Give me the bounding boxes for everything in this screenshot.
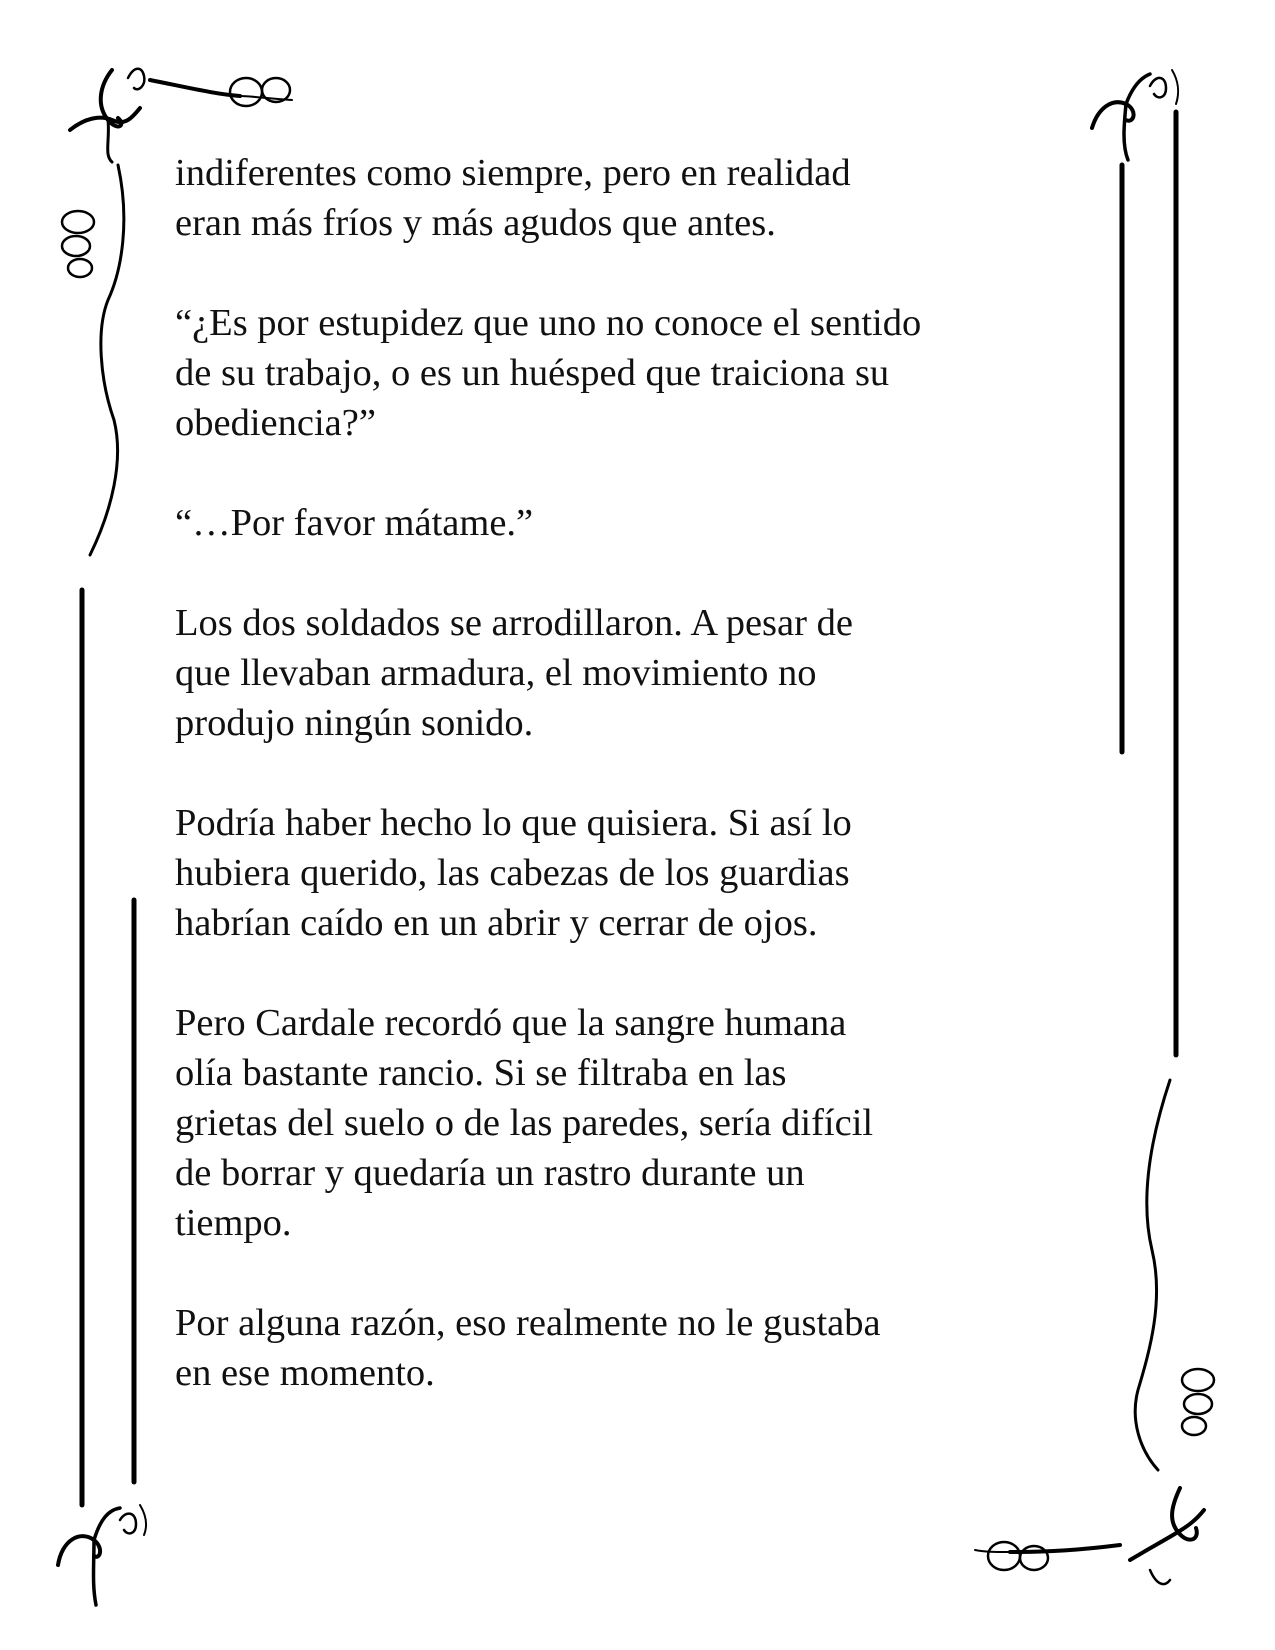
- paragraph: [175, 148, 1095, 248]
- text-body: [175, 148, 1095, 1448]
- text-line: Pero Cardale recordó que la sangre humana: [175, 1002, 847, 1044]
- paragraph: [175, 498, 1095, 548]
- text-line: “¿Es por estupidez que uno no conoce el sentido: [175, 302, 922, 344]
- text-line: Podría haber hecho lo que quisiera. Si así lo: [175, 802, 852, 844]
- text-line: olía bastante rancio. Si se filtraba en las: [175, 1052, 787, 1094]
- paragraph: [175, 1298, 1095, 1398]
- text-line: que llevaban armadura, el movimiento no: [175, 652, 817, 694]
- text-line: indiferentes como siempre, pero en realidad: [175, 152, 851, 194]
- text-line: obediencia?”: [175, 402, 376, 444]
- text-line: produjo ningún sonido.: [175, 702, 534, 744]
- paragraph: [175, 998, 1095, 1248]
- text-line: “…Por favor mátame.”: [175, 502, 534, 544]
- top-right-flourish-icon: [1092, 70, 1178, 160]
- text-line: grietas del suelo o de las paredes, sería difícil: [175, 1102, 874, 1144]
- bottom-left-flourish-icon: [58, 1505, 146, 1605]
- text-line: de su trabajo, o es un huésped que traiciona su: [175, 352, 890, 394]
- text-line: eran más fríos y más agudos que antes.: [175, 202, 776, 244]
- text-line: tiempo.: [175, 1202, 292, 1244]
- text-line: Los dos soldados se arrodillaron. A pesar de: [175, 602, 853, 644]
- text-line: habrían caído en un abrir y cerrar de ojos.: [175, 902, 818, 944]
- text-line: hubiera querido, las cabezas de los guardias: [175, 852, 850, 894]
- text-line: de borrar y quedaría un rastro durante un: [175, 1152, 805, 1194]
- paragraph: [175, 798, 1095, 948]
- text-line: Por alguna razón, eso realmente no le gustaba: [175, 1302, 881, 1344]
- paragraph: [175, 598, 1095, 748]
- text-line: en ese momento.: [175, 1352, 435, 1394]
- paragraph: [175, 298, 1095, 448]
